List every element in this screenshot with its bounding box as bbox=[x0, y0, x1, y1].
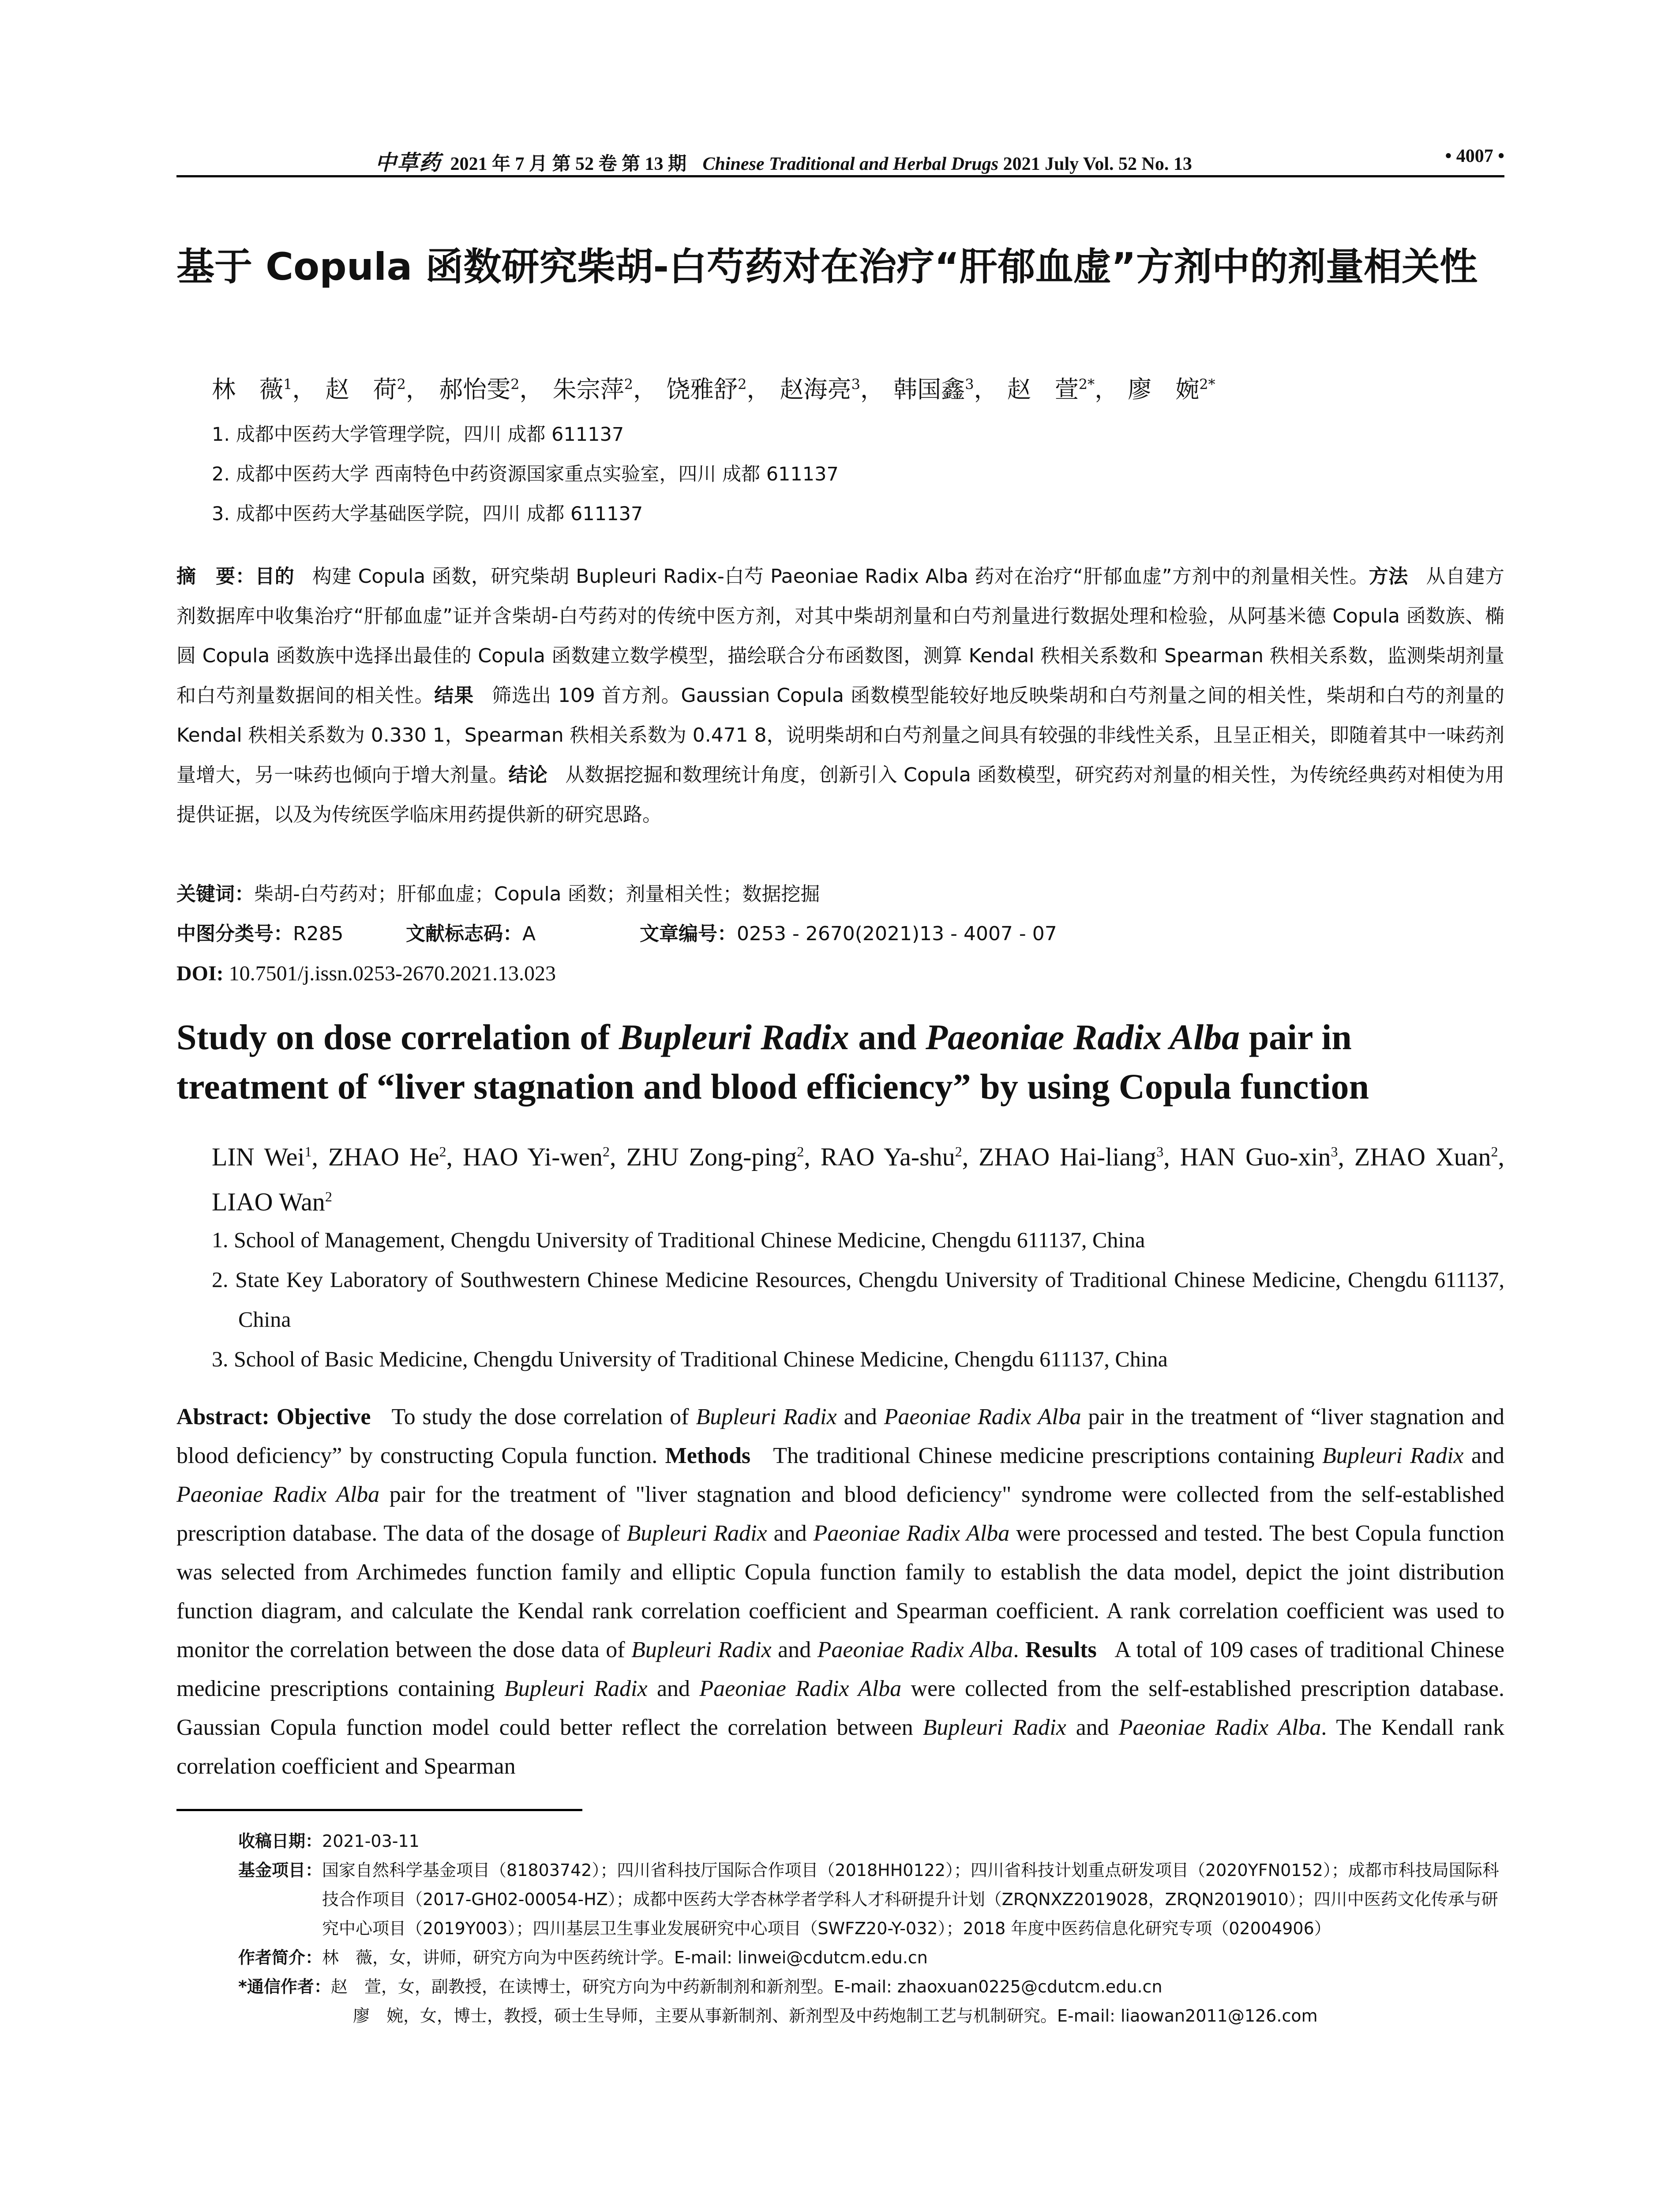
affiliation-cn-3: 3. 成都中医药大学基础医学院，四川 成都 611137 bbox=[212, 503, 643, 525]
title-en-part: and bbox=[849, 1017, 926, 1057]
authors-cn: 林 薇$^1$， 赵 荷$^2$， 郝怡雯$^2$， 朱宗萍$^2$， 饶雅舒$^2$， 赵海亮$^3$， 韩国鑫$^3$， 赵 萱$^{2*}$， 廖 婉$^{2*}$ bbox=[212, 375, 1215, 403]
author-en: ZHU Zong-ping bbox=[626, 1142, 797, 1171]
methods-cn: 从自建方剂数据库中收集治疗“肝郁血虚”证并含柴胡-白芍药对的传统中医方剂，对其中柴胡剂量和白芍剂量进行数据处理和检验，从阿基米德 Copula 函数族、椭圆 Copula 函数族中选择出最佳的 Copula 函数建立数学模型，描绘联合分布函数图，测算 Kendal 秩相关系数和 Spearman 秩相关系数，监测柴胡剂量和白芍剂量数据间的相关性。 bbox=[176, 565, 1505, 707]
author-sup: 3 bbox=[1331, 1144, 1338, 1159]
bio-text: 林 薇，女，讲师，研究方向为中医药统计学。E-mail: linwei@cdutcm.edu.cn bbox=[322, 1948, 928, 1967]
classification-line bbox=[176, 914, 1504, 954]
species-name: Paeoniae Radix Alba bbox=[884, 1404, 1081, 1429]
author-cn: 郝怡雯 bbox=[439, 375, 511, 403]
results-en: A total of 109 cases of traditional Chinese medicine prescriptions containing Bupleuri Radix and Paeoniae Radix Alba were collected from the self-established prescription database. Gaussian Copula function model could better reflect the correlation between Bupleuri Radix and Paeoniae Radix Alba. The Kendall rank correlation coefficient and Spearman bbox=[176, 1637, 1505, 1779]
author-en: LIAO Wan bbox=[212, 1187, 325, 1216]
author-en: RAO Ya-shu bbox=[820, 1142, 955, 1171]
species-name: Bupleuri Radix bbox=[922, 1715, 1066, 1740]
doc-code-label: 文献标志码： bbox=[406, 923, 522, 945]
issue-cn: 2021 年 7 月 第 52 卷 第 13 期 bbox=[450, 154, 687, 174]
author-sup: 2 bbox=[797, 1144, 804, 1159]
author-en: ZHAO Xuan bbox=[1354, 1142, 1491, 1171]
footnote-corresponding bbox=[238, 1972, 1504, 2001]
page-number: • 4007 • bbox=[1445, 146, 1504, 166]
doi-link[interactable]: 10.7501/j.issn.0253-2670.2021.13.023 bbox=[229, 962, 556, 985]
affiliation-cn-2: 2. 成都中医药大学 西南特色中药资源国家重点实验室，四川 成都 611137 bbox=[212, 463, 839, 485]
objective-label-en: Objective bbox=[276, 1404, 371, 1429]
author-sup: 2 bbox=[510, 376, 520, 393]
species-name: Bupleuri Radix bbox=[1322, 1443, 1464, 1468]
fund-text: 国家自然科学基金项目（81803742）；四川省科技厅国际合作项目（2018HH0122）；四川省科技计划重点研发项目（2020YFN0152）；成都市科技局国际科技合作项目（2017-GH02-00054-HZ）；成都中医药大学杏林学者学科人才科研提升计划（ZRQNXZ2019028，ZRQN2019010）；四川中医药文化传承与研究中心项目（2019Y003）；四川基层卫生事业发展研究中心项目（SWFZ20-Y-032）；2018 年度中医药信息化研究专项（02004906） bbox=[322, 1861, 1499, 1938]
affiliation-en-2: 2. State Key Laboratory of Southwestern Chinese Medicine Resources, Chengdu University of Traditional Chinese Medicine, Chengdu 611137, China bbox=[212, 1267, 1504, 1332]
doc-code: A bbox=[522, 923, 536, 945]
objective-en: To study the dose correlation of Bupleuri Radix and Paeoniae Radix Alba pair in the treatment of “liver stagnation and blood deficiency” by constructing Copula function. bbox=[176, 1404, 1504, 1468]
author-sup: 3 bbox=[1156, 1144, 1164, 1159]
abstract-en bbox=[176, 1398, 1504, 1786]
methods-label-en: Methods bbox=[665, 1443, 751, 1468]
clc-label: 中图分类号： bbox=[176, 923, 293, 945]
footnote-fund bbox=[238, 1856, 1504, 1943]
author-sup: 2 bbox=[1491, 1144, 1498, 1159]
author-en: HAN Guo-xin bbox=[1180, 1142, 1331, 1171]
species-name: Paeoniae Radix Alba bbox=[813, 1521, 1010, 1546]
author-sup: 1 bbox=[283, 376, 292, 393]
author-cn: 赵 荷 bbox=[325, 375, 397, 403]
fund-label: 基金项目： bbox=[238, 1861, 322, 1880]
journal-logo: 中草药 bbox=[375, 150, 442, 175]
author-sup: 2 bbox=[738, 376, 747, 393]
author-cn: 林 薇 bbox=[212, 375, 283, 403]
affiliation-cn-1: 1. 成都中医药大学管理学院，四川 成都 611137 bbox=[212, 424, 624, 446]
author-cn: 廖 婉 bbox=[1128, 375, 1200, 403]
author-sup: 3 bbox=[965, 376, 974, 393]
footnote-rule bbox=[176, 1809, 582, 1811]
author-sup: 2 bbox=[325, 1189, 332, 1205]
keywords-line bbox=[176, 874, 1504, 914]
author-sup: 3 bbox=[851, 376, 861, 393]
footnote-bio bbox=[238, 1943, 1504, 1972]
species-name: Bupleuri Radix bbox=[504, 1676, 648, 1701]
species-name: Paeoniae Radix Alba bbox=[699, 1676, 902, 1701]
title-en-part: Study on dose correlation of bbox=[176, 1017, 619, 1057]
author-sup: 1 bbox=[304, 1144, 312, 1159]
title-en-species: Bupleuri Radix bbox=[619, 1017, 849, 1057]
footnotes bbox=[238, 1827, 1504, 2030]
species-name: Bupleuri Radix bbox=[696, 1404, 837, 1429]
species-name: Paeoniae Radix Alba bbox=[176, 1482, 380, 1507]
author-cn: 朱宗萍 bbox=[552, 375, 624, 403]
results-label-cn: 结果 bbox=[434, 684, 474, 707]
title-en bbox=[176, 1013, 1504, 1111]
clc-code: R285 bbox=[293, 923, 344, 945]
running-header-center bbox=[375, 146, 1192, 176]
species-name: Bupleuri Radix bbox=[631, 1637, 772, 1662]
authors-en: LIN Wei$^1$, ZHAO He$^2$, HAO Yi-wen$^2$, ZHU Zong-ping$^2$, RAO Ya-shu$^2$, ZHAO Hai-liang$^3$, HAN Guo-xin$^3$, ZHAO Xuan$^2$, LIAO Wan$^2$ bbox=[212, 1142, 1505, 1216]
author-sup: 2 bbox=[397, 376, 406, 393]
issue-en: 2021 July Vol. 52 No. 13 bbox=[1003, 154, 1192, 174]
author-cn: 饶雅舒 bbox=[666, 375, 738, 403]
author-sup: 2 bbox=[955, 1144, 962, 1159]
conclusion-cn: 从数据挖掘和数理统计角度，创新引入 Copula 函数模型，研究药对剂量的相关性，为传统经典药对相使为用提供证据，以及为传统医学临床用药提供新的研究思路。 bbox=[176, 764, 1505, 826]
author-sup: 2* bbox=[1078, 376, 1095, 393]
species-name: Paeoniae Radix Alba bbox=[1118, 1715, 1321, 1740]
doi-line bbox=[176, 954, 1504, 994]
affiliation-en-3: 3. School of Basic Medicine, Chengdu University of Traditional Chinese Medicine, Chengdu 611137, China bbox=[212, 1347, 1168, 1371]
author-en: ZHAO Hai-liang bbox=[979, 1142, 1157, 1171]
abstract-label-cn: 摘 要： bbox=[176, 565, 255, 588]
keywords-label: 关键词： bbox=[176, 883, 254, 905]
author-sup: 2 bbox=[603, 1144, 610, 1159]
author-sup: 2* bbox=[1199, 376, 1215, 393]
results-label-en: Results bbox=[1025, 1637, 1097, 1662]
bio-label: 作者简介： bbox=[238, 1948, 322, 1967]
abstract-cn bbox=[176, 557, 1504, 835]
journal-name-en: Chinese Traditional and Herbal Drugs bbox=[702, 154, 999, 174]
author-en: LIN Wei bbox=[212, 1142, 305, 1171]
objective-cn: 构建 Copula 函数，研究柴胡 Bupleuri Radix-白芍 Paeoniae Radix Alba 药对在治疗“肝郁血虚”方剂中的剂量相关性。 bbox=[312, 565, 1369, 588]
title-cn: 基于 Copula 函数研究柴胡-白芍药对在治疗“肝郁血虚”方剂中的剂量相关性 bbox=[176, 245, 1478, 289]
title-en-species: Paeoniae Radix Alba bbox=[926, 1017, 1240, 1057]
methods-label-cn: 方法 bbox=[1369, 565, 1408, 588]
author-sup: 2 bbox=[624, 376, 633, 393]
author-sup: 2 bbox=[439, 1144, 446, 1159]
species-name: Paeoniae Radix Alba bbox=[817, 1637, 1013, 1662]
article-no: 0253 - 2670(2021)13 - 4007 - 07 bbox=[737, 923, 1057, 945]
received-label: 收稿日期： bbox=[238, 1831, 322, 1851]
running-header bbox=[176, 146, 1504, 176]
species-name: Bupleuri Radix bbox=[626, 1521, 767, 1546]
author-cn: 韩国鑫 bbox=[893, 375, 965, 403]
doi-label: DOI: bbox=[176, 962, 224, 985]
corresponding-1: 赵 萱，女，副教授，在读博士，研究方向为中药新制剂和新剂型。E-mail: zhaoxuan0225@cdutcm.edu.cn bbox=[330, 1977, 1162, 1996]
conclusion-label-cn: 结论 bbox=[508, 764, 548, 786]
corresponding-label: *通信作者： bbox=[238, 1977, 331, 1996]
header-rule bbox=[176, 175, 1504, 177]
methods-en: The traditional Chinese medicine prescriptions containing Bupleuri Radix and Paeoniae Radix Alba pair for the treatment of "liver stagnation and blood deficiency" syndrome were collected from the self-established prescription database. The data of the dosage of Bupleuri Radix and Paeoniae Radix Alba were processed and tested. The best Copula function was selected from Archimedes function family and elliptic Copula function family to establish the data model, depict the joint distribution function diagram, and calculate the Kendal rank correlation coefficient and Spearman coefficient. A rank correlation coefficient was used to monitor the correlation between the dose data of Bupleuri Radix and Paeoniae Radix Alba. bbox=[176, 1443, 1505, 1662]
corresponding-2: 廖 婉，女，博士，教授，硕士生导师，主要从事新制剂、新剂型及中药炮制工艺与机制研究。E-mail: liaowan2011@126.com bbox=[353, 2006, 1318, 2026]
author-en: ZHAO He bbox=[328, 1142, 439, 1171]
author-cn: 赵海亮 bbox=[780, 375, 851, 403]
abstract-label-en: Abstract: bbox=[176, 1404, 270, 1429]
footnote-received bbox=[238, 1827, 1504, 1856]
author-en: HAO Yi-wen bbox=[462, 1142, 603, 1171]
affiliation-en-1: 1. School of Management, Chengdu University of Traditional Chinese Medicine, Chengdu 611137, China bbox=[212, 1227, 1145, 1252]
received-date: 2021-03-11 bbox=[322, 1831, 420, 1851]
article-no-label: 文章编号： bbox=[640, 923, 737, 945]
title-en-part: pair in treatment of “liver stagnation and blood efficiency” by using Copula function bbox=[176, 1017, 1369, 1107]
author-cn: 赵 萱 bbox=[1007, 375, 1079, 403]
results-cn: 筛选出 109 首方剂。Gaussian Copula 函数模型能较好地反映柴胡和白芍剂量之间的相关性，柴胡和白芍的剂量的 Kendal 秩相关系数为 0.330 1，Spearman 秩相关系数为 0.471 8，说明柴胡和白芍剂量之间具有较强的非线性关系，且呈正相关，即随着其中一味药剂量增大，另一味药也倾向于增大剂量。 bbox=[176, 684, 1505, 786]
keywords: 柴胡-白芍药对；肝郁血虚；Copula 函数；剂量相关性；数据挖掘 bbox=[254, 883, 820, 905]
objective-label-cn: 目的 bbox=[255, 565, 295, 588]
